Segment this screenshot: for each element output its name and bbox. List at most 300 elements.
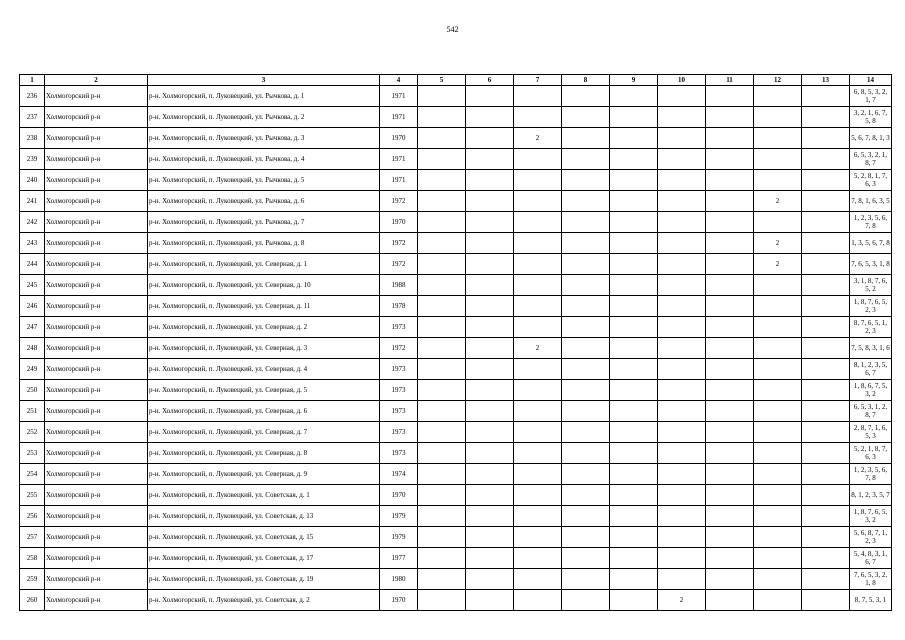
table-cell-col-3: р-н. Холмогорский, п. Луковецкий, ул. Рычкова, д. 7 xyxy=(148,212,380,233)
table-cell-col-5 xyxy=(418,107,466,128)
table-cell-col-13 xyxy=(802,527,850,548)
table-cell-col-4: 1973 xyxy=(380,401,418,422)
table-cell-col-14: 8, 1, 2, 3, 5, 7 xyxy=(850,485,892,506)
table-cell-col-5 xyxy=(418,149,466,170)
table-cell-col-3: р-н. Холмогорский, п. Луковецкий, ул. Северная, д. 11 xyxy=(148,296,380,317)
table-cell-col-7 xyxy=(514,527,562,548)
table-cell-col-4: 1971 xyxy=(380,107,418,128)
table-row xyxy=(20,170,892,191)
table-cell-col-8 xyxy=(562,128,610,149)
table-cell-col-3: р-н. Холмогорский, п. Луковецкий, ул. Рычкова, д. 6 xyxy=(148,191,380,212)
table-cell-col-12 xyxy=(754,506,802,527)
table-cell-col-12 xyxy=(754,296,802,317)
table-cell-col-5 xyxy=(418,401,466,422)
table-cell-col-11 xyxy=(706,485,754,506)
table-cell-col-10 xyxy=(658,485,706,506)
table-cell-col-10 xyxy=(658,170,706,191)
table-cell-col-10 xyxy=(658,212,706,233)
table-cell-col-1: 249 xyxy=(20,359,45,380)
column-header-3: 3 xyxy=(148,75,380,86)
table-cell-col-12: 2 xyxy=(754,191,802,212)
table-cell-col-13 xyxy=(802,170,850,191)
table-row xyxy=(20,485,892,506)
table-cell-col-11 xyxy=(706,380,754,401)
table-cell-col-7 xyxy=(514,464,562,485)
table-cell-col-4: 1970 xyxy=(380,128,418,149)
table-cell-col-10 xyxy=(658,569,706,590)
table-cell-col-11 xyxy=(706,317,754,338)
table-cell-col-8 xyxy=(562,254,610,275)
table-cell-col-4: 1980 xyxy=(380,569,418,590)
table-cell-col-1: 252 xyxy=(20,422,45,443)
table-cell-col-2: Холмогорский р-н xyxy=(45,359,148,380)
column-header-6: 6 xyxy=(466,75,514,86)
table-cell-col-1: 236 xyxy=(20,86,45,107)
table-cell-col-11 xyxy=(706,569,754,590)
table-cell-col-13 xyxy=(802,107,850,128)
table-cell-col-6 xyxy=(466,527,514,548)
table-cell-col-2: Холмогорский р-н xyxy=(45,422,148,443)
table-cell-col-9 xyxy=(610,380,658,401)
table-cell-col-2: Холмогорский р-н xyxy=(45,212,148,233)
table-cell-col-8 xyxy=(562,506,610,527)
column-header-8: 8 xyxy=(562,75,610,86)
table-cell-col-10 xyxy=(658,443,706,464)
table-cell-col-14: 6, 5, 3, 2, 1, 8, 7 xyxy=(850,149,892,170)
table-cell-col-5 xyxy=(418,422,466,443)
table-cell-col-13 xyxy=(802,380,850,401)
table-row xyxy=(20,401,892,422)
column-header-11: 11 xyxy=(706,75,754,86)
table-cell-col-1: 244 xyxy=(20,254,45,275)
column-header-12: 12 xyxy=(754,75,802,86)
table-row xyxy=(20,548,892,569)
table-cell-col-10 xyxy=(658,338,706,359)
table-cell-col-3: р-н. Холмогорский, п. Луковецкий, ул. Северная, д. 2 xyxy=(148,317,380,338)
table-cell-col-6 xyxy=(466,86,514,107)
table-cell-col-11 xyxy=(706,548,754,569)
table-cell-col-7 xyxy=(514,86,562,107)
column-header-14: 14 xyxy=(850,75,892,86)
table-cell-col-4: 1970 xyxy=(380,485,418,506)
table-cell-col-1: 258 xyxy=(20,548,45,569)
table-cell-col-14: 5, 2, 8, 1, 7, 6, 3 xyxy=(850,170,892,191)
table-cell-col-14: 2, 8, 7, 1, 6, 5, 3 xyxy=(850,422,892,443)
column-header-5: 5 xyxy=(418,75,466,86)
table-cell-col-10 xyxy=(658,233,706,254)
table-cell-col-12 xyxy=(754,359,802,380)
table-row xyxy=(20,590,892,611)
table-cell-col-9 xyxy=(610,107,658,128)
table-cell-col-4: 1979 xyxy=(380,527,418,548)
table-cell-col-14: 1, 8, 6, 7, 5, 3, 2 xyxy=(850,380,892,401)
table-cell-col-3: р-н. Холмогорский, п. Луковецкий, ул. Советская, д. 1 xyxy=(148,485,380,506)
table-cell-col-12 xyxy=(754,548,802,569)
table-row xyxy=(20,107,892,128)
table-cell-col-12 xyxy=(754,212,802,233)
table-cell-col-5 xyxy=(418,296,466,317)
table-row xyxy=(20,86,892,107)
table-cell-col-3: р-н. Холмогорский, п. Луковецкий, ул. Советская, д. 19 xyxy=(148,569,380,590)
table-cell-col-12 xyxy=(754,107,802,128)
table-cell-col-2: Холмогорский р-н xyxy=(45,485,148,506)
table-cell-col-5 xyxy=(418,443,466,464)
table-cell-col-5 xyxy=(418,233,466,254)
table-cell-col-12 xyxy=(754,380,802,401)
table-cell-col-14: 1, 2, 3, 5, 6, 7, 8 xyxy=(850,464,892,485)
table-cell-col-3: р-н. Холмогорский, п. Луковецкий, ул. Северная, д. 6 xyxy=(148,401,380,422)
table-cell-col-1: 241 xyxy=(20,191,45,212)
table-cell-col-8 xyxy=(562,359,610,380)
table-cell-col-10 xyxy=(658,191,706,212)
table-cell-col-14: 7, 6, 5, 3, 2, 1, 8 xyxy=(850,569,892,590)
table-cell-col-1: 246 xyxy=(20,296,45,317)
table-row xyxy=(20,254,892,275)
table-cell-col-4: 1972 xyxy=(380,233,418,254)
table-row xyxy=(20,191,892,212)
table-cell-col-2: Холмогорский р-н xyxy=(45,254,148,275)
table-cell-col-14: 6, 5, 3, 1, 2, 8, 7 xyxy=(850,401,892,422)
table-cell-col-14: 1, 8, 7, 6, 5, 2, 3 xyxy=(850,296,892,317)
table-cell-col-1: 257 xyxy=(20,527,45,548)
table-body xyxy=(20,86,892,611)
table-cell-col-12 xyxy=(754,590,802,611)
column-header-2: 2 xyxy=(45,75,148,86)
table-cell-col-6 xyxy=(466,107,514,128)
table-cell-col-7 xyxy=(514,401,562,422)
table-cell-col-7: 2 xyxy=(514,128,562,149)
table-cell-col-8 xyxy=(562,296,610,317)
table-cell-col-2: Холмогорский р-н xyxy=(45,527,148,548)
table-cell-col-14: 7, 5, 8, 3, 1, 6 xyxy=(850,338,892,359)
table-cell-col-9 xyxy=(610,128,658,149)
column-header-9: 9 xyxy=(610,75,658,86)
table-cell-col-13 xyxy=(802,86,850,107)
table-cell-col-14: 8, 7, 6, 5, 1, 2, 3 xyxy=(850,317,892,338)
table-cell-col-3: р-н. Холмогорский, п. Луковецкий, ул. Советская, д. 15 xyxy=(148,527,380,548)
table-cell-col-14: 7, 8, 1, 6, 3, 5 xyxy=(850,191,892,212)
table-cell-col-7 xyxy=(514,380,562,401)
table-cell-col-10 xyxy=(658,149,706,170)
table-cell-col-10 xyxy=(658,254,706,275)
table-cell-col-10 xyxy=(658,86,706,107)
table-cell-col-5 xyxy=(418,359,466,380)
table-cell-col-8 xyxy=(562,485,610,506)
table-cell-col-6 xyxy=(466,443,514,464)
table-cell-col-10 xyxy=(658,464,706,485)
table-cell-col-1: 250 xyxy=(20,380,45,401)
table-cell-col-10 xyxy=(658,275,706,296)
table-cell-col-6 xyxy=(466,191,514,212)
table-cell-col-4: 1972 xyxy=(380,191,418,212)
table-cell-col-1: 239 xyxy=(20,149,45,170)
table-cell-col-4: 1974 xyxy=(380,464,418,485)
table-cell-col-2: Холмогорский р-н xyxy=(45,107,148,128)
table-cell-col-7 xyxy=(514,233,562,254)
table-cell-col-9 xyxy=(610,506,658,527)
table-cell-col-4: 1973 xyxy=(380,359,418,380)
table-cell-col-12 xyxy=(754,443,802,464)
table-cell-col-6 xyxy=(466,212,514,233)
table-cell-col-11 xyxy=(706,107,754,128)
table-row xyxy=(20,317,892,338)
column-header-4: 4 xyxy=(380,75,418,86)
table-cell-col-12 xyxy=(754,170,802,191)
table-cell-col-14: 5, 4, 8, 3, 1, 6, 7 xyxy=(850,548,892,569)
table-cell-col-5 xyxy=(418,485,466,506)
table-cell-col-9 xyxy=(610,233,658,254)
table-cell-col-10 xyxy=(658,380,706,401)
table-cell-col-9 xyxy=(610,401,658,422)
table-cell-col-11 xyxy=(706,422,754,443)
table-cell-col-6 xyxy=(466,233,514,254)
table-cell-col-2: Холмогорский р-н xyxy=(45,149,148,170)
table-cell-col-6 xyxy=(466,170,514,191)
table-cell-col-5 xyxy=(418,86,466,107)
table-cell-col-11 xyxy=(706,86,754,107)
table-cell-col-1: 245 xyxy=(20,275,45,296)
table-cell-col-6 xyxy=(466,317,514,338)
table-cell-col-13 xyxy=(802,485,850,506)
table-cell-col-12 xyxy=(754,86,802,107)
table-cell-col-4: 1979 xyxy=(380,506,418,527)
table-cell-col-10 xyxy=(658,401,706,422)
table-cell-col-6 xyxy=(466,275,514,296)
table-cell-col-2: Холмогорский р-н xyxy=(45,128,148,149)
table-cell-col-7: 2 xyxy=(514,338,562,359)
table-cell-col-14: 3, 1, 8, 7, 6, 5, 2 xyxy=(850,275,892,296)
table-cell-col-2: Холмогорский р-н xyxy=(45,401,148,422)
table-cell-col-2: Холмогорский р-н xyxy=(45,233,148,254)
table-cell-col-6 xyxy=(466,380,514,401)
table-cell-col-13 xyxy=(802,149,850,170)
table-cell-col-1: 247 xyxy=(20,317,45,338)
table-cell-col-11 xyxy=(706,170,754,191)
table-cell-col-6 xyxy=(466,590,514,611)
table-cell-col-1: 237 xyxy=(20,107,45,128)
column-header-13: 13 xyxy=(802,75,850,86)
table-cell-col-9 xyxy=(610,212,658,233)
table-cell-col-5 xyxy=(418,275,466,296)
table-cell-col-2: Холмогорский р-н xyxy=(45,548,148,569)
table-cell-col-6 xyxy=(466,548,514,569)
table-cell-col-10 xyxy=(658,107,706,128)
table-cell-col-11 xyxy=(706,590,754,611)
page-number: 542 xyxy=(446,25,459,34)
table-cell-col-3: р-н. Холмогорский, п. Луковецкий, ул. Советская, д. 17 xyxy=(148,548,380,569)
table-cell-col-1: 260 xyxy=(20,590,45,611)
table-cell-col-11 xyxy=(706,443,754,464)
table-cell-col-14: 5, 6, 7, 8, 1, 3 xyxy=(850,128,892,149)
table-cell-col-3: р-н. Холмогорский, п. Луковецкий, ул. Рычкова, д. 2 xyxy=(148,107,380,128)
table-cell-col-11 xyxy=(706,506,754,527)
table-cell-col-14: 1, 3, 5, 6, 7, 8 xyxy=(850,233,892,254)
table-cell-col-12 xyxy=(754,401,802,422)
table-row xyxy=(20,275,892,296)
table-cell-col-9 xyxy=(610,443,658,464)
table-cell-col-11 xyxy=(706,359,754,380)
table-cell-col-10 xyxy=(658,422,706,443)
table-cell-col-5 xyxy=(418,338,466,359)
table-cell-col-3: р-н. Холмогорский, п. Луковецкий, ул. Северная, д. 4 xyxy=(148,359,380,380)
table-cell-col-10 xyxy=(658,296,706,317)
table-cell-col-13 xyxy=(802,254,850,275)
table-cell-col-4: 1972 xyxy=(380,338,418,359)
table-cell-col-9 xyxy=(610,527,658,548)
table-cell-col-5 xyxy=(418,317,466,338)
table-cell-col-11 xyxy=(706,191,754,212)
table-cell-col-3: р-н. Холмогорский, п. Луковецкий, ул. Северная, д. 9 xyxy=(148,464,380,485)
table-cell-col-14: 5, 2, 1, 8, 7, 6, 3 xyxy=(850,443,892,464)
table-cell-col-3: р-н. Холмогорский, п. Луковецкий, ул. Северная, д. 5 xyxy=(148,380,380,401)
table-cell-col-8 xyxy=(562,149,610,170)
table-row xyxy=(20,569,892,590)
table-cell-col-13 xyxy=(802,296,850,317)
table-cell-col-9 xyxy=(610,254,658,275)
table-cell-col-1: 243 xyxy=(20,233,45,254)
table-cell-col-4: 1970 xyxy=(380,212,418,233)
table-cell-col-3: р-н. Холмогорский, п. Луковецкий, ул. Северная, д. 3 xyxy=(148,338,380,359)
table-cell-col-7 xyxy=(514,149,562,170)
table-cell-col-10 xyxy=(658,317,706,338)
table-cell-col-5 xyxy=(418,212,466,233)
table-cell-col-13 xyxy=(802,233,850,254)
table-cell-col-13 xyxy=(802,506,850,527)
table-cell-col-7 xyxy=(514,506,562,527)
table-cell-col-4: 1971 xyxy=(380,149,418,170)
table-cell-col-4: 1973 xyxy=(380,317,418,338)
table-cell-col-1: 248 xyxy=(20,338,45,359)
table-cell-col-1: 242 xyxy=(20,212,45,233)
table-cell-col-7 xyxy=(514,170,562,191)
table-cell-col-8 xyxy=(562,170,610,191)
table-cell-col-2: Холмогорский р-н xyxy=(45,464,148,485)
table-cell-col-2: Холмогорский р-н xyxy=(45,569,148,590)
table-cell-col-3: р-н. Холмогорский, п. Луковецкий, ул. Рычкова, д. 3 xyxy=(148,128,380,149)
table-cell-col-13 xyxy=(802,338,850,359)
table-cell-col-12 xyxy=(754,317,802,338)
table-cell-col-13 xyxy=(802,191,850,212)
table-cell-col-9 xyxy=(610,86,658,107)
table-cell-col-11 xyxy=(706,401,754,422)
table-cell-col-13 xyxy=(802,212,850,233)
table-cell-col-9 xyxy=(610,548,658,569)
table-cell-col-10 xyxy=(658,359,706,380)
table-row xyxy=(20,296,892,317)
table-cell-col-7 xyxy=(514,254,562,275)
table-cell-col-12 xyxy=(754,149,802,170)
table-cell-col-7 xyxy=(514,443,562,464)
table-cell-col-14: 8, 1, 2, 3, 5, 6, 7 xyxy=(850,359,892,380)
table-cell-col-2: Холмогорский р-н xyxy=(45,86,148,107)
table-cell-col-2: Холмогорский р-н xyxy=(45,338,148,359)
table-row xyxy=(20,149,892,170)
table-cell-col-8 xyxy=(562,212,610,233)
table-cell-col-8 xyxy=(562,338,610,359)
table-cell-col-4: 1973 xyxy=(380,380,418,401)
table-cell-col-6 xyxy=(466,338,514,359)
table-cell-col-12 xyxy=(754,275,802,296)
table-cell-col-7 xyxy=(514,191,562,212)
table-cell-col-7 xyxy=(514,485,562,506)
table-cell-col-13 xyxy=(802,317,850,338)
table-cell-col-8 xyxy=(562,443,610,464)
table-cell-col-12 xyxy=(754,422,802,443)
table-cell-col-1: 256 xyxy=(20,506,45,527)
column-header-10: 10 xyxy=(658,75,706,86)
table-cell-col-5 xyxy=(418,590,466,611)
table-cell-col-3: р-н. Холмогорский, п. Луковецкий, ул. Советская, д. 13 xyxy=(148,506,380,527)
table-cell-col-11 xyxy=(706,149,754,170)
table-cell-col-8 xyxy=(562,422,610,443)
table-cell-col-6 xyxy=(466,359,514,380)
table-cell-col-13 xyxy=(802,464,850,485)
table-cell-col-11 xyxy=(706,254,754,275)
table-cell-col-1: 238 xyxy=(20,128,45,149)
table-cell-col-6 xyxy=(466,422,514,443)
table-cell-col-5 xyxy=(418,170,466,191)
table-cell-col-3: р-н. Холмогорский, п. Луковецкий, ул. Рычкова, д. 4 xyxy=(148,149,380,170)
table-cell-col-4: 1972 xyxy=(380,254,418,275)
table-cell-col-3: р-н. Холмогорский, п. Луковецкий, ул. Северная, д. 7 xyxy=(148,422,380,443)
table-row xyxy=(20,527,892,548)
table-cell-col-11 xyxy=(706,527,754,548)
table-cell-col-6 xyxy=(466,149,514,170)
table-cell-col-2: Холмогорский р-н xyxy=(45,317,148,338)
table-cell-col-13 xyxy=(802,548,850,569)
table-cell-col-12 xyxy=(754,569,802,590)
table-cell-col-7 xyxy=(514,275,562,296)
table-cell-col-12 xyxy=(754,527,802,548)
table-cell-col-11 xyxy=(706,464,754,485)
table-cell-col-11 xyxy=(706,338,754,359)
table-cell-col-5 xyxy=(418,191,466,212)
table-cell-col-10 xyxy=(658,506,706,527)
table-cell-col-13 xyxy=(802,128,850,149)
column-header-1: 1 xyxy=(20,75,45,86)
table-cell-col-8 xyxy=(562,464,610,485)
table-cell-col-10 xyxy=(658,128,706,149)
table-cell-col-9 xyxy=(610,590,658,611)
table-cell-col-9 xyxy=(610,359,658,380)
table-cell-col-12 xyxy=(754,485,802,506)
table-cell-col-6 xyxy=(466,254,514,275)
table-cell-col-2: Холмогорский р-н xyxy=(45,296,148,317)
table-cell-col-5 xyxy=(418,506,466,527)
table-cell-col-14: 3, 2, 1, 6, 7, 5, 8 xyxy=(850,107,892,128)
table-cell-col-13 xyxy=(802,422,850,443)
table-cell-col-6 xyxy=(466,506,514,527)
table-cell-col-10: 2 xyxy=(658,590,706,611)
table-cell-col-12 xyxy=(754,128,802,149)
table-cell-col-8 xyxy=(562,233,610,254)
table-row xyxy=(20,128,892,149)
table-cell-col-4: 1988 xyxy=(380,275,418,296)
table-row xyxy=(20,443,892,464)
table-cell-col-4: 1973 xyxy=(380,443,418,464)
table-row xyxy=(20,464,892,485)
table-cell-col-8 xyxy=(562,569,610,590)
table-row xyxy=(20,506,892,527)
table-cell-col-4: 1971 xyxy=(380,170,418,191)
table-cell-col-1: 259 xyxy=(20,569,45,590)
table-cell-col-14: 6, 8, 5, 3, 2, 1, 7 xyxy=(850,86,892,107)
table-cell-col-7 xyxy=(514,590,562,611)
table-cell-col-3: р-н. Холмогорский, п. Луковецкий, ул. Северная, д. 1 xyxy=(148,254,380,275)
table-cell-col-9 xyxy=(610,485,658,506)
table-cell-col-8 xyxy=(562,317,610,338)
table-cell-col-6 xyxy=(466,401,514,422)
